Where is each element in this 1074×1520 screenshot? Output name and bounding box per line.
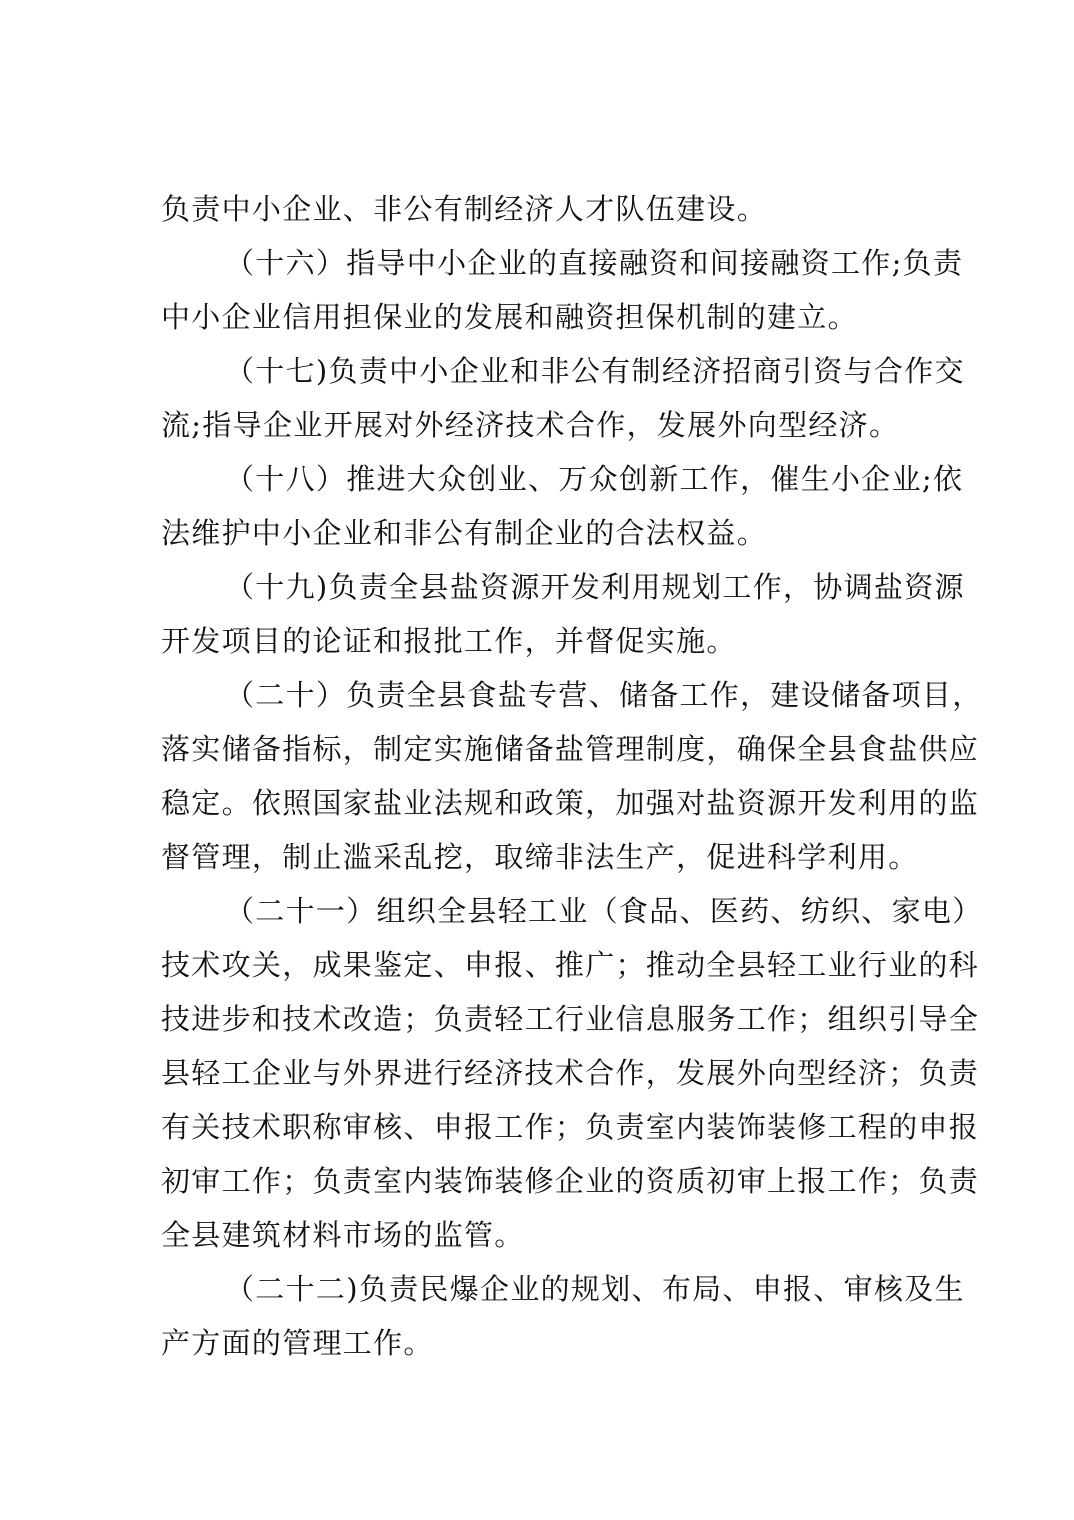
paragraph-20-salt-monopoly (161, 668, 983, 884)
text-line: 开发项目的论证和报批工作，并督促实施。 (161, 624, 737, 658)
text-line: （十七)负责中小企业和非公有制经济招商引资与合作交 (225, 354, 965, 388)
text-line: 流;指导企业开展对外经济技术合作，发展外向型经济。 (161, 408, 900, 442)
text-line: 技术攻关，成果鉴定、申报、推广；推动全县轻工业行业的科 (161, 948, 980, 982)
document-body (161, 182, 983, 1370)
text-line: 稳定。依照国家盐业法规和政策，加强对盐资源开发利用的监 (161, 786, 980, 820)
paragraph-18-entrepreneurship (161, 452, 964, 560)
text-line: 技进步和技术改造；负责轻工行业信息服务工作；组织引导全 (161, 1002, 980, 1036)
paragraph-19-salt-resources (161, 560, 965, 668)
text-line: 中小企业信用担保业的发展和融资担保机制的建立。 (161, 300, 858, 334)
paragraph-17-investment (161, 344, 965, 452)
text-line: （二十二)负责民爆企业的规划、布局、申报、审核及生 (225, 1272, 965, 1306)
text-line: 负责中小企业、非公有制经济人才队伍建设。 (161, 192, 768, 226)
text-line: 县轻工企业与外界进行经济技术合作，发展外向型经济；负责 (161, 1056, 980, 1090)
text-line: （十八）推进大众创业、万众创新工作，催生小企业;依 (225, 462, 964, 496)
text-line: （十九)负责全县盐资源开发利用规划工作，协调盐资源 (225, 570, 965, 604)
paragraph-21-light-industry (161, 884, 983, 1262)
text-line: 落实储备指标，制定实施储备盐管理制度，确保全县食盐供应 (161, 732, 980, 766)
text-line: （二十）负责全县食盐专营、储备工作，建设储备项目， (225, 678, 983, 712)
text-line: 有关技术职称审核、申报工作；负责室内装饰装修工程的申报 (161, 1110, 980, 1144)
text-line: 督管理，制止滥采乱挖，取缔非法生产，促进科学利用。 (161, 840, 919, 874)
text-line: 初审工作；负责室内装饰装修企业的资质初审上报工作；负责 (161, 1164, 980, 1198)
text-line: （十六）指导中小企业的直接融资和间接融资工作;负责 (225, 246, 964, 280)
text-line: 全县建筑材料市场的监管。 (161, 1218, 525, 1252)
text-line: 产方面的管理工作。 (161, 1326, 434, 1360)
text-line: （二十一）组织全县轻工业（食品、医药、纺织、家电） (225, 894, 983, 928)
paragraph-16-financing (161, 236, 964, 344)
paragraph-22-civil-explosives (161, 1262, 965, 1370)
text-line: 法维护中小企业和非公有制企业的合法权益。 (161, 516, 768, 550)
paragraph-cadre-building (161, 182, 929, 236)
